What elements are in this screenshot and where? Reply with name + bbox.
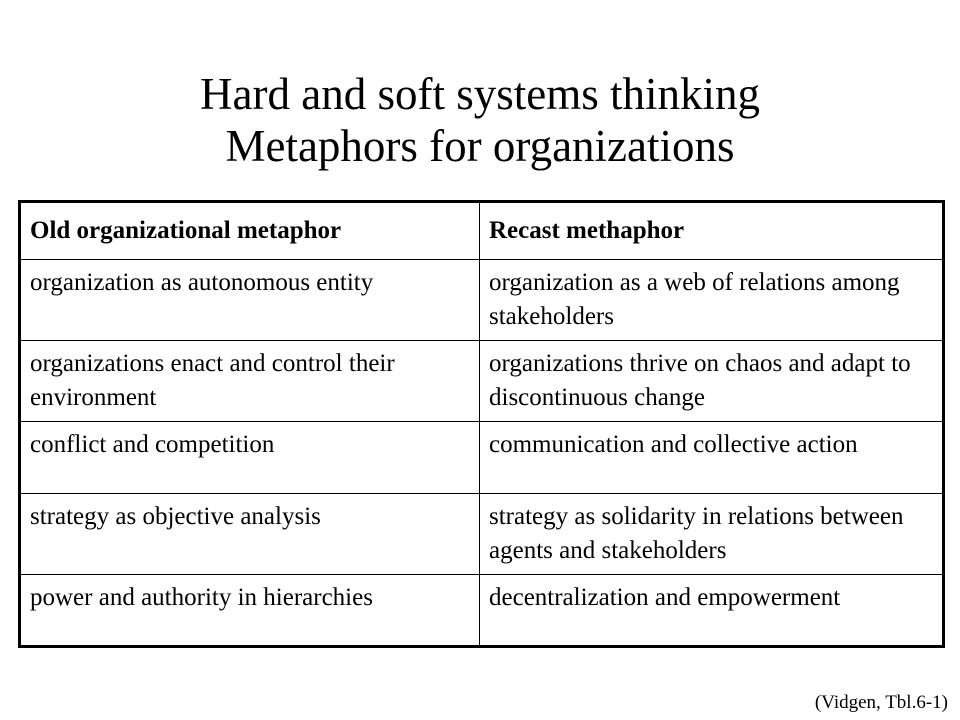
recast-metaphor-cell: organizations thrive on chaos and adapt to discontinuous change — [480, 341, 944, 422]
old-metaphor-cell: organization as autonomous entity — [20, 260, 480, 341]
table-row — [20, 422, 944, 494]
table-row — [20, 341, 944, 422]
old-metaphor-cell: conflict and competition — [20, 422, 480, 494]
header-old-metaphor: Old organizational metaphor — [20, 202, 480, 260]
header-recast-metaphor: Recast methaphor — [480, 202, 944, 260]
table-row — [20, 575, 944, 647]
title-line-2: Metaphors for organizations — [225, 121, 735, 171]
old-metaphor-cell: strategy as objective analysis — [20, 494, 480, 575]
table-row — [20, 494, 944, 575]
metaphor-table — [18, 200, 945, 648]
recast-metaphor-cell: strategy as solidarity in relations between agents and stakeholders — [480, 494, 944, 575]
old-metaphor-cell: organizations enact and control their environment — [20, 341, 480, 422]
recast-metaphor-cell: communication and collective action — [480, 422, 944, 494]
source-citation: (Vidgen, Tbl.6-1) — [814, 692, 948, 713]
recast-metaphor-cell: decentralization and empowerment — [480, 575, 944, 647]
table-row — [20, 260, 944, 341]
table-header-row — [20, 202, 944, 260]
old-metaphor-cell: power and authority in hierarchies — [20, 575, 480, 647]
title-line-1: Hard and soft systems thinking — [200, 69, 760, 119]
slide-title — [0, 68, 960, 172]
recast-metaphor-cell: organization as a web of relations among stakeholders — [480, 260, 944, 341]
